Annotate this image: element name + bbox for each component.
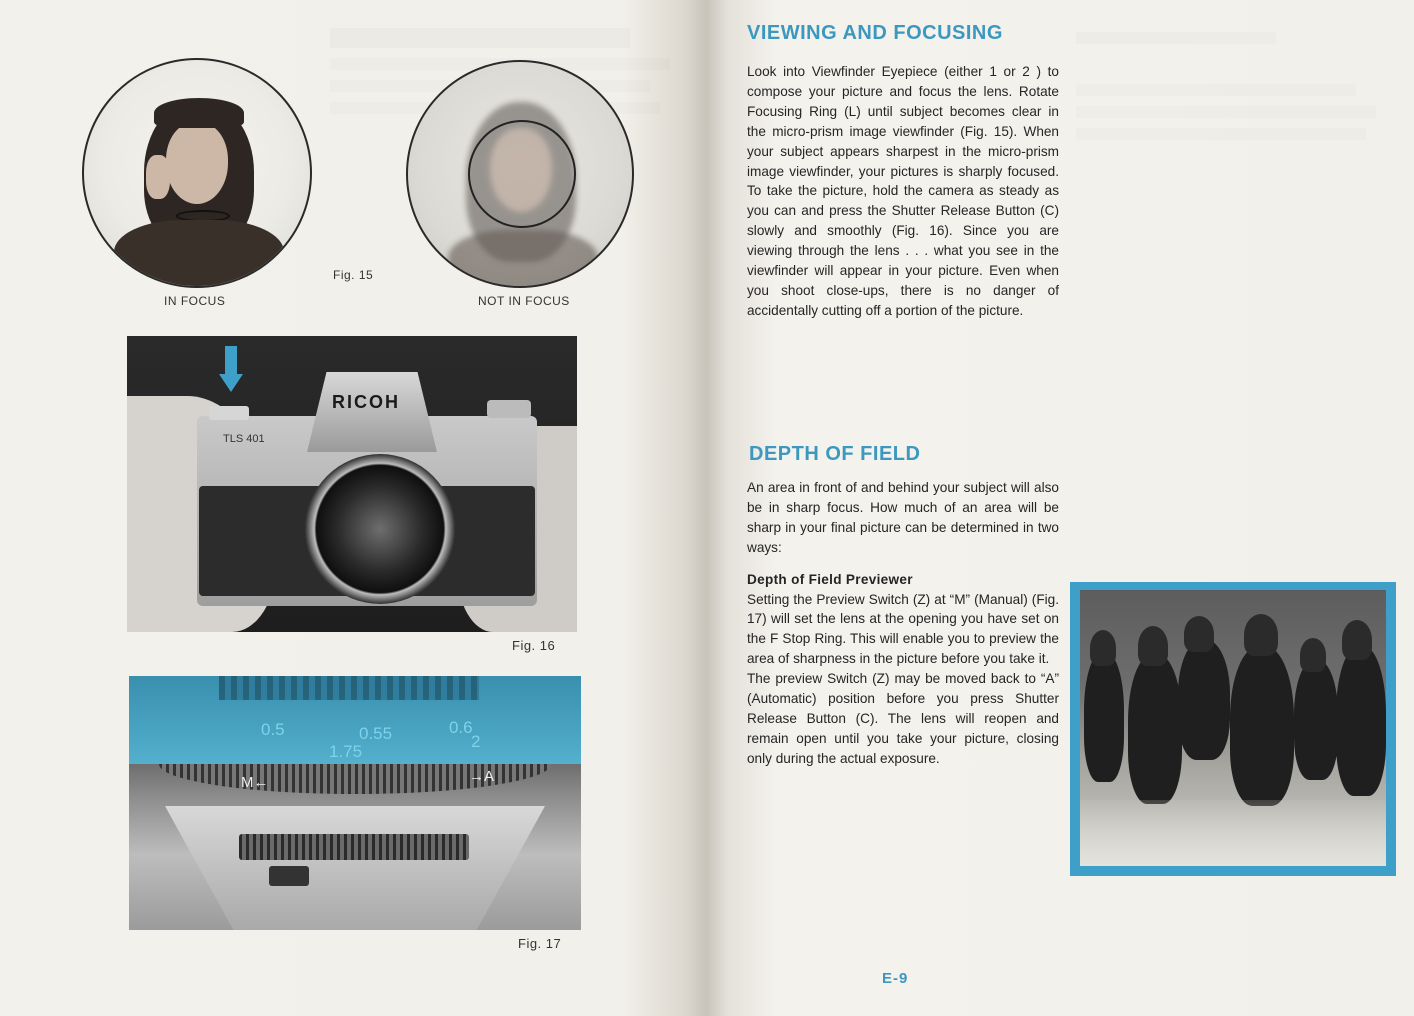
fig16-label: Fig. 16: [512, 638, 556, 653]
camera-brand: RICOH: [332, 392, 400, 412]
heading-depth-of-field: DEPTH OF FIELD: [749, 443, 921, 465]
preview-switch: [269, 866, 309, 886]
in-focus-image: [82, 58, 312, 288]
show-through-text: [1076, 24, 1396, 150]
viewing-focusing-paragraph: [747, 62, 1059, 321]
in-focus-caption: IN FOCUS: [164, 294, 226, 308]
horse-race-photo: [1080, 590, 1386, 866]
not-in-focus-image: [406, 60, 634, 288]
fig15-label: Fig. 15: [333, 268, 374, 282]
previewer-paragraph-1: Setting the Preview Switch (Z) at “M” (Manual) (Fig. 17) will set the lens at the opening you have set on the F Stop Ring. This will enable you to preview the area of sharpness in the picture before you take it.: [747, 591, 1059, 667]
shutter-arrow-icon: [225, 346, 237, 376]
scale-value: 1.75: [329, 742, 363, 761]
heading-viewing-focusing: VIEWING AND FOCUSING: [747, 22, 1003, 44]
paragraph: Look into Viewfinder Eyepiece (either 1 or 2 ) to compose your picture and focus the lens. Rotate Focusing Ring (L) until subject becomes clear in the micro-prism image viewfinder (Fig. 15). When your subject appears sharpest in the micro-prism image viewfinder, your pictures is sharply focused. To take the picture, hold the camera as steady as you can and press the Shutter Release Button (C) slowly and smoothly (Fig. 16). Since you are viewing through the lens . . . what you see in the viewfinder will appear in your picture. Even when you shoot close-ups, there is no danger of accidentally cutting off a portion of the picture.: [747, 64, 1059, 318]
micro-prism-ring: [468, 120, 576, 228]
intro-paragraph: An area in front of and behind your subject will also be in sharp focus. How much of an area will be sharp in your final picture can be determined in two ways:: [747, 480, 1059, 555]
left-page: [0, 0, 706, 1016]
switch-label-a: →A: [469, 768, 495, 785]
not-in-focus-caption: NOT IN FOCUS: [478, 294, 570, 308]
scale-value: 2: [471, 732, 481, 751]
scale-value: 0.6: [449, 718, 473, 737]
scale-value: 0.55: [359, 724, 393, 743]
lens-scale-photo: [129, 676, 581, 930]
depth-of-field-text: [747, 478, 1059, 769]
switch-label-m: M←: [241, 774, 269, 791]
previewer-paragraph-2: The preview Switch (Z) may be moved back to “A” (Automatic) position before you press Shutter Release Button (C). The lens will reopen and remain open until you take your picture, closing only during the actual exposure.: [747, 671, 1059, 766]
camera-photo: [127, 336, 577, 632]
scale-value: 0.5: [261, 720, 285, 739]
race-photo-frame: [1070, 582, 1396, 876]
camera-model: TLS 401: [223, 433, 265, 445]
fig17-label: Fig. 17: [518, 936, 562, 951]
page-number: E-9: [882, 970, 909, 987]
subheading-previewer: Depth of Field Previewer: [747, 571, 913, 587]
